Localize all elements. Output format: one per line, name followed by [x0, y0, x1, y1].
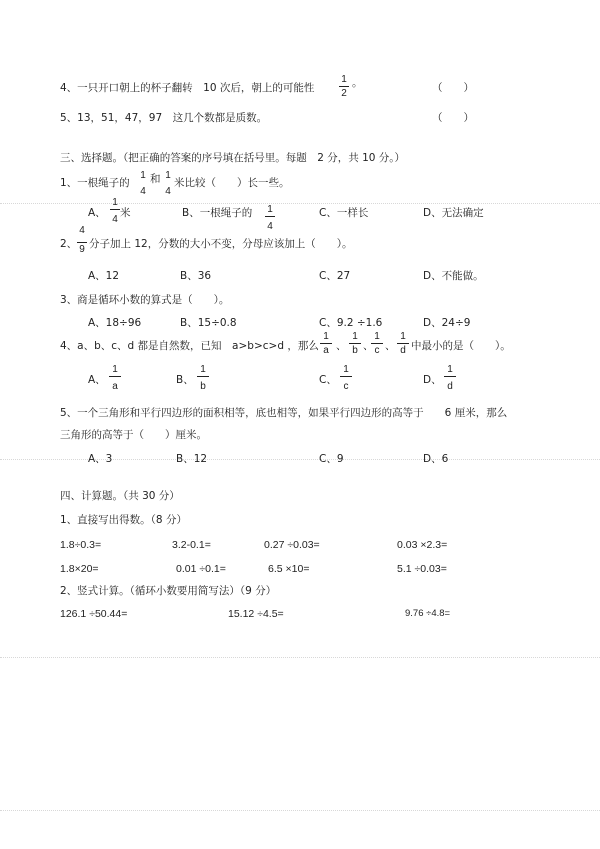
calc-item: 15.12 ÷4.5=	[228, 608, 284, 620]
q5-line2: 三角形的高等于（ ）厘米。	[60, 429, 207, 441]
q3-option-c[interactable]: C、9.2 ÷1.6	[319, 317, 383, 329]
calc-item: 5.1 ÷0.03=	[397, 563, 447, 575]
q4-sep: 、	[363, 340, 374, 352]
tf-q5-text: 5、13，51，47，97 这几个数都是质数。	[60, 112, 268, 124]
q1-option-a-fraction: 1 4	[110, 197, 120, 225]
q4-option-b-label[interactable]: B、	[176, 374, 194, 386]
calc-item: 3.2-0.1=	[172, 539, 211, 551]
q5-option-a[interactable]: A、3	[88, 453, 113, 465]
calc-item: 9.76 ÷4.8=	[405, 608, 451, 619]
q1-option-a-label[interactable]: A、	[88, 207, 106, 219]
q4-sep: 、	[385, 340, 396, 352]
q3-option-d[interactable]: D、24÷9	[423, 317, 471, 329]
q4-fraction-1-over-c: 1 c	[371, 331, 383, 356]
scan-divider	[0, 810, 600, 811]
q3-option-b[interactable]: B、15÷0.8	[180, 317, 237, 329]
tf-q5-answer-paren[interactable]: （ ）	[432, 112, 474, 124]
calc-item: 1.8÷0.3=	[60, 539, 102, 551]
tf-q4-tail: 。	[352, 77, 363, 89]
q1-mid: 和	[150, 173, 161, 185]
calc-part2-title: 2、竖式计算。（循环小数要用简写法）（9 分）	[60, 585, 277, 597]
q4-option-c-fraction: 1 c	[340, 364, 352, 392]
q1-option-b-label[interactable]: B、一根绳子的	[182, 207, 253, 219]
q4-post: 中最小的是（ ）。	[411, 340, 511, 352]
q1-option-b-fraction: 1 4	[265, 204, 275, 232]
section4-heading: 四、计算题。（共 30 分）	[60, 490, 180, 502]
q4-fraction-1-over-a: 1 a	[320, 331, 332, 356]
q4-fraction-1-over-d: 1 d	[397, 331, 409, 356]
scan-divider	[0, 657, 600, 658]
q1-fraction-1: 1 4	[140, 170, 146, 197]
q4-option-d-label[interactable]: D、	[423, 374, 442, 386]
q2-option-d[interactable]: D、不能做。	[423, 270, 484, 282]
calc-item: 0.03 ×2.3=	[397, 539, 448, 551]
tf-q4-answer-paren[interactable]: （ ）	[432, 82, 474, 94]
calc-part1-title: 1、直接写出得数。（8 分）	[60, 514, 187, 526]
q5-option-b[interactable]: B、12	[176, 453, 208, 465]
q2-option-b[interactable]: B、36	[180, 270, 212, 282]
q4-option-c-label[interactable]: C、	[319, 374, 337, 386]
q4-option-d-fraction: 1 d	[444, 364, 456, 392]
q5-option-c[interactable]: C、9	[319, 453, 344, 465]
q2-option-a[interactable]: A、12	[88, 270, 120, 282]
q1-pre: 1、一根绳子的	[60, 177, 130, 189]
scan-divider	[0, 203, 600, 204]
q4-option-b-fraction: 1 b	[197, 364, 209, 392]
calc-item: 126.1 ÷50.44=	[60, 608, 128, 620]
q1-option-c[interactable]: C、一样长	[319, 207, 369, 219]
q4-pre: 4、a、b、c、d 都是自然数，已知 a>b>c>d ，那么	[60, 340, 319, 352]
calc-item: 6.5 ×10=	[268, 563, 310, 575]
calc-item: 1.8×20=	[60, 563, 99, 575]
q1-option-a-unit: 米	[120, 207, 131, 219]
q4-fraction-1-over-b: 1 b	[349, 331, 361, 356]
q4-option-a-fraction: 1 a	[109, 364, 121, 392]
section3-heading: 三、选择题。（把正确的答案的序号填在括号里。每题 2 分，共 10 分。）	[60, 152, 406, 164]
q4-sep: 、	[336, 340, 347, 352]
q3-text: 3、商是循环小数的算式是（ ）。	[60, 294, 230, 306]
q2-pre: 2、	[60, 238, 78, 250]
q5-option-d[interactable]: D、6	[423, 453, 449, 465]
tf-q4-text: 4、一只开口朝上的杯子翻转 10 次后，朝上的可能性	[60, 82, 315, 94]
q5-line1: 5、一个三角形和平行四边形的面积相等，底也相等，如果平行四边形的高等于 6 厘米，那么	[60, 407, 508, 419]
calc-item: 0.27 ÷0.03=	[264, 539, 320, 551]
q2-post: 分子加上 12，分数的大小不变，分母应该加上（ ）。	[89, 238, 353, 250]
q4-option-a-label[interactable]: A、	[88, 374, 106, 386]
q2-fraction: 4 9	[77, 225, 87, 255]
q3-option-a[interactable]: A、18÷96	[88, 317, 142, 329]
q1-post: 米比较（ ）长一些。	[174, 177, 290, 189]
q1-option-d[interactable]: D、无法确定	[423, 207, 484, 219]
calc-item: 0.01 ÷0.1=	[176, 563, 226, 575]
tf-q4-fraction: 1 2	[339, 74, 349, 99]
q1-fraction-2: 1 4	[165, 170, 171, 197]
q2-option-c[interactable]: C、27	[319, 270, 351, 282]
